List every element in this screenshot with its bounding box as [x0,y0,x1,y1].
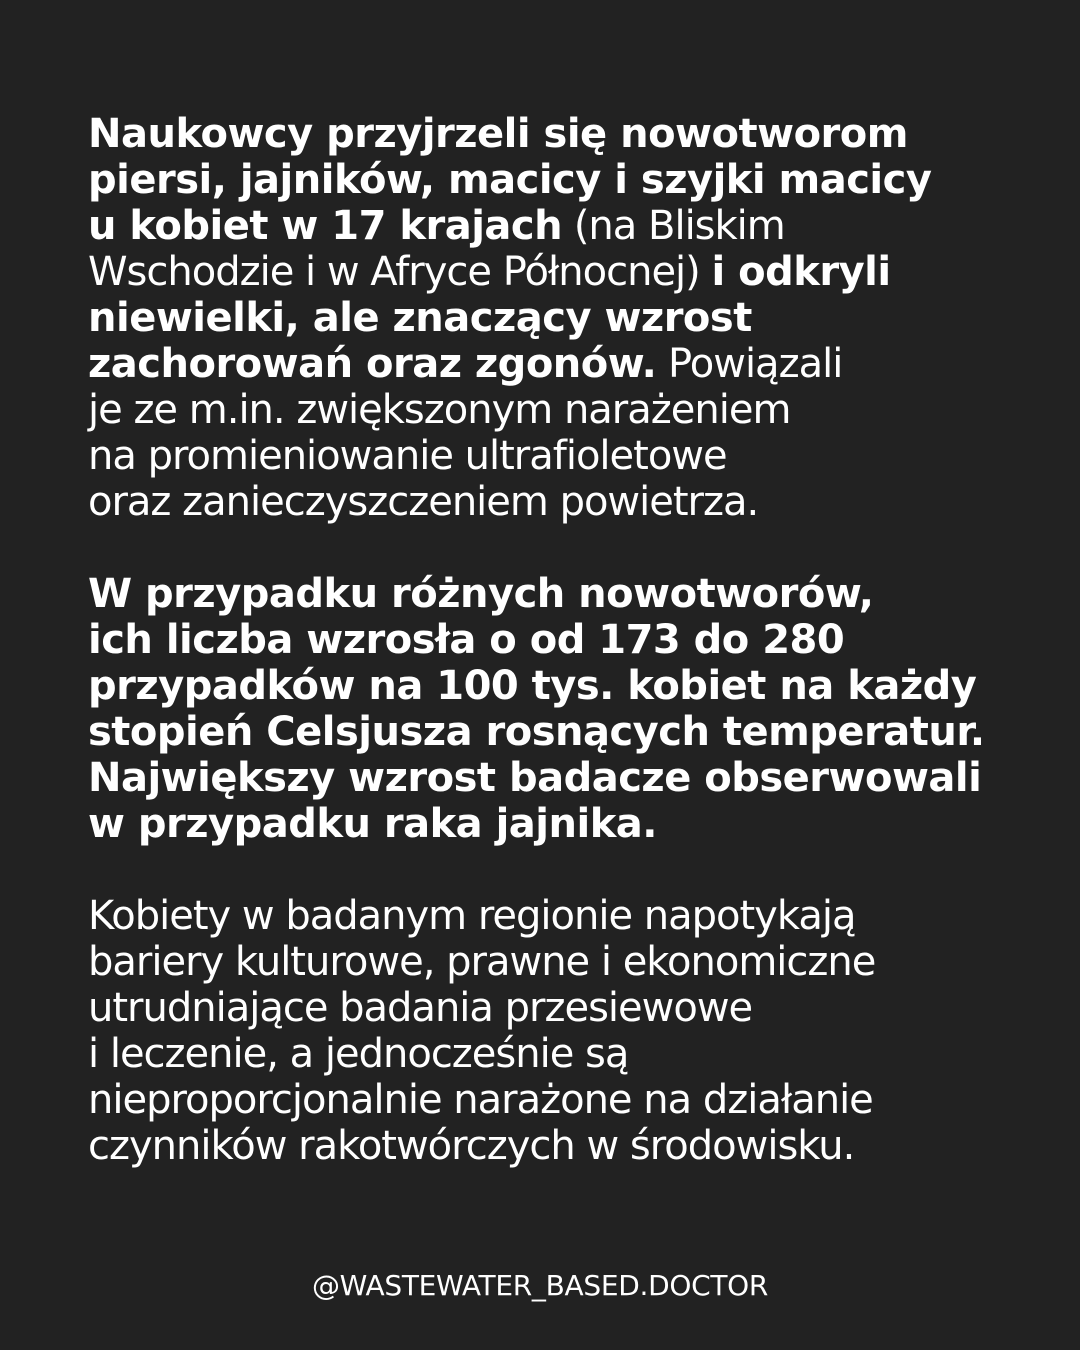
regular-text-line: bariery kulturowe, prawne i ekonomiczne [88,939,876,985]
bold-text: piersi, jajników, macicy i szyjki macicy [88,157,932,203]
text-line [88,341,1048,387]
text-line [88,111,1048,157]
paragraph-incidence-increase [88,571,1048,847]
bold-text-line: W przypadku różnych nowotworów, [88,571,874,617]
text-line [88,295,1048,341]
paragraph-barriers [88,893,1048,1169]
bold-text: u kobiet w 17 krajach [88,203,563,249]
paragraph-study-summary [88,111,1048,525]
regular-text: Wschodzie i w Afryce Północnej) [88,249,712,295]
bold-text-line: Największy wzrost badacze obserwowali [88,755,982,801]
bold-text-line: ich liczba wzrosła o od 173 do 280 [88,617,845,663]
bold-text-line: przypadków na 100 tys. kobiet na każdy [88,663,977,709]
regular-text: Powiązali [656,341,843,387]
bold-text: zachorowań oraz zgonów. [88,341,657,387]
bold-text: niewielki, ale znaczący wzrost [88,295,752,341]
bold-text-line: stopień Celsjusza rosnących temperatur. [88,709,985,755]
regular-text: oraz zanieczyszczeniem powietrza. [88,479,759,525]
regular-text-line: utrudniające badania przesiewowe [88,985,753,1031]
text-line [88,157,1048,203]
regular-text: (na Bliskim [562,203,785,249]
regular-text: je ze m.in. zwiększonym narażeniem [88,387,791,433]
regular-text: na promieniowanie ultrafioletowe [88,433,727,479]
text-line [88,387,1048,433]
text-line [88,203,1048,249]
account-handle: @WASTEWATER_BASED.DOCTOR [311,1269,769,1302]
bold-text: i odkryli [711,249,891,295]
regular-text-line: Kobiety w badanym regionie napotykają [88,893,856,939]
text-line [88,433,1048,479]
regular-text-line: czynników rakotwórczych w środowisku. [88,1123,855,1169]
bold-text-line: w przypadku raka jajnika. [88,801,657,847]
bold-text: Naukowcy przyjrzeli się nowotworom [88,111,908,157]
text-line [88,479,1048,525]
text-line [88,249,1048,295]
regular-text-line: nieproporcjonalnie narażone na działanie [88,1077,873,1123]
regular-text-line: i leczenie, a jednocześnie są [88,1031,629,1077]
